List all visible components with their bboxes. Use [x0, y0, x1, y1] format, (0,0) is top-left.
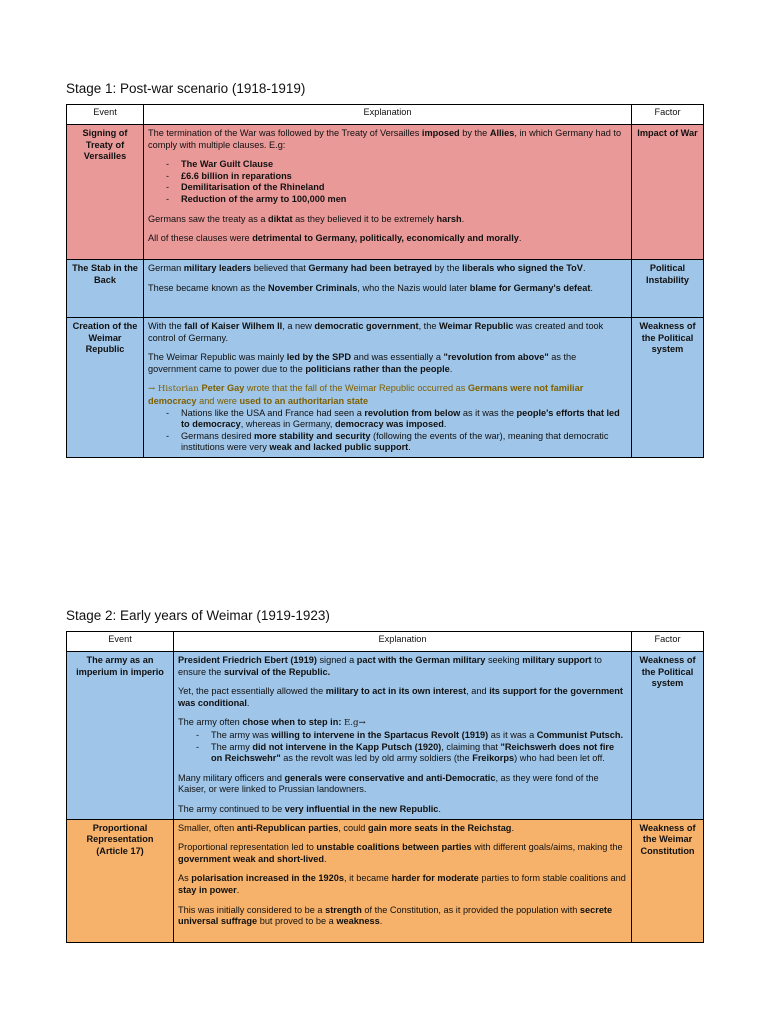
explanation-cell: German military leaders believed that Germany had been betrayed by the liberals who signed the ToV. These became known as the November Criminals, who the Nazis would later blame for Germany's defeat.	[144, 260, 632, 318]
event-cell: The Stab in the Back	[67, 260, 144, 318]
event-cell: Creation of the Weimar Republic	[67, 318, 144, 458]
header-factor: Factor	[632, 105, 704, 125]
header-explanation: Explanation	[174, 632, 632, 652]
comparison-list	[148, 408, 627, 454]
list-item: - The army was willing to intervene in the Spartacus Revolt (1919) as it was a Communist Putsch.	[211, 730, 627, 742]
stage2-title: Stage 2: Early years of Weimar (1919-1923)	[66, 608, 330, 623]
stage1-header-row	[67, 105, 704, 125]
list-item: - Demilitarisation of the Rhineland	[181, 182, 627, 194]
table-row	[67, 260, 704, 318]
factor-cell: Weakness of the Political system	[632, 652, 704, 820]
clauses-list	[148, 159, 627, 205]
table-row	[67, 819, 704, 942]
stage1-table	[66, 104, 704, 458]
factor-cell: Political Instability	[632, 260, 704, 318]
stage2-header-row	[67, 632, 704, 652]
historian-quote: → Historian Peter Gay wrote that the fall of the Weimar Republic occurred as Germans were not familiar democracy and were used to an authoritarian state	[148, 383, 584, 406]
factor-cell: Weakness of the Political system	[632, 318, 704, 458]
explanation-cell: The termination of the War was followed by the Treaty of Versailles imposed by the Allies, in which Germany had to comply with multiple clauses. E.g: - The War Guilt Clause - £6.6 billion in reparations - Demilitarisation of the Rhineland - Reduction of the army to 100,000 men Germans saw the treaty as a diktat as they believed it to be extremely harsh. All of these clauses were detrimental to Germany, politically, economically and morally.	[144, 125, 632, 260]
list-item: - Germans desired more stability and security (following the events of the war), meaning that democratic institutions were very weak and lacked public support.	[181, 431, 627, 454]
explanation-cell: Smaller, often anti-Republican parties, could gain more seats in the Reichstag. Proportional representation led to unstable coalitions between parties with different goals/aims, making the government weak and short-lived. As polarisation increased in the 1920s, it became harder for moderate parties to form stable coalitions and stay in power. This was initially considered to be a strength of the Constitution, as it provided the population with secrete universal suffrage but proved to be a weakness.	[174, 819, 632, 942]
header-factor: Factor	[632, 632, 704, 652]
factor-cell: Weakness of the Weimar Constitution	[632, 819, 704, 942]
table-row	[67, 125, 704, 260]
header-event: Event	[67, 632, 174, 652]
table-row	[67, 318, 704, 458]
stage2-table	[66, 631, 704, 943]
header-event: Event	[67, 105, 144, 125]
list-item: - £6.6 billion in reparations	[181, 171, 627, 183]
event-cell: Signing of Treaty of Versailles	[67, 125, 144, 260]
explanation-cell: President Friedrich Ebert (1919) signed a pact with the German military seeking military support to ensure the survival of the Republic. Yet, the pact essentially allowed the military to act in its own interest, and its support for the government was conditional. The army often chose when to step in: E.g→ - The army was willing to intervene in the Spartacus Revolt (1919) as it was a Communist Putsch. - The army did not intervene in the Kapp Putsch (1920), claiming that "Reichswerh does not fire on Reichswehr" as the revolt was led by old army soldiers (the Freikorps) who had been let off. Many military officers and generals were conservative and anti-Democratic, as they were fond of the Kaiser, or were linked to Prussian landowners. The army continued to be very influential in the new Republic.	[174, 652, 632, 820]
header-explanation: Explanation	[144, 105, 632, 125]
factor-cell: Impact of War	[632, 125, 704, 260]
stage1-title: Stage 1: Post-war scenario (1918-1919)	[66, 81, 306, 96]
event-cell: Proportional Representation (Article 17)	[67, 819, 174, 942]
list-item: - Reduction of the army to 100,000 men	[181, 194, 627, 206]
explanation-cell: With the fall of Kaiser Wilhem II, a new democratic government, the Weimar Republic was created and took control of Germany. The Weimar Republic was mainly led by the SPD and was essentially a "revolution from above" as the government came to power due to the politicians rather than the people. → Historian Peter Gay wrote that the fall of the Weimar Republic occurred as Germans were not familiar democracy and were used to an authoritarian state - Nations like the USA and France had seen a revolution from below as it was the people's efforts that led to democracy, whereas in Germany, democracy was imposed. - Germans desired more stability and security (following the events of the war), meaning that democratic institutions were very weak and lacked public support.	[144, 318, 632, 458]
event-cell: The army as an imperium in imperio	[67, 652, 174, 820]
list-item: - The War Guilt Clause	[181, 159, 627, 171]
list-item: - Nations like the USA and France had seen a revolution from below as it was the people's efforts that led to democracy, whereas in Germany, democracy was imposed.	[181, 408, 627, 431]
army-list	[178, 730, 627, 765]
list-item: - The army did not intervene in the Kapp Putsch (1920), claiming that "Reichswerh does not fire on Reichswehr" as the revolt was led by old army soldiers (the Freikorps) who had been let off.	[211, 742, 627, 765]
table-row	[67, 652, 704, 820]
